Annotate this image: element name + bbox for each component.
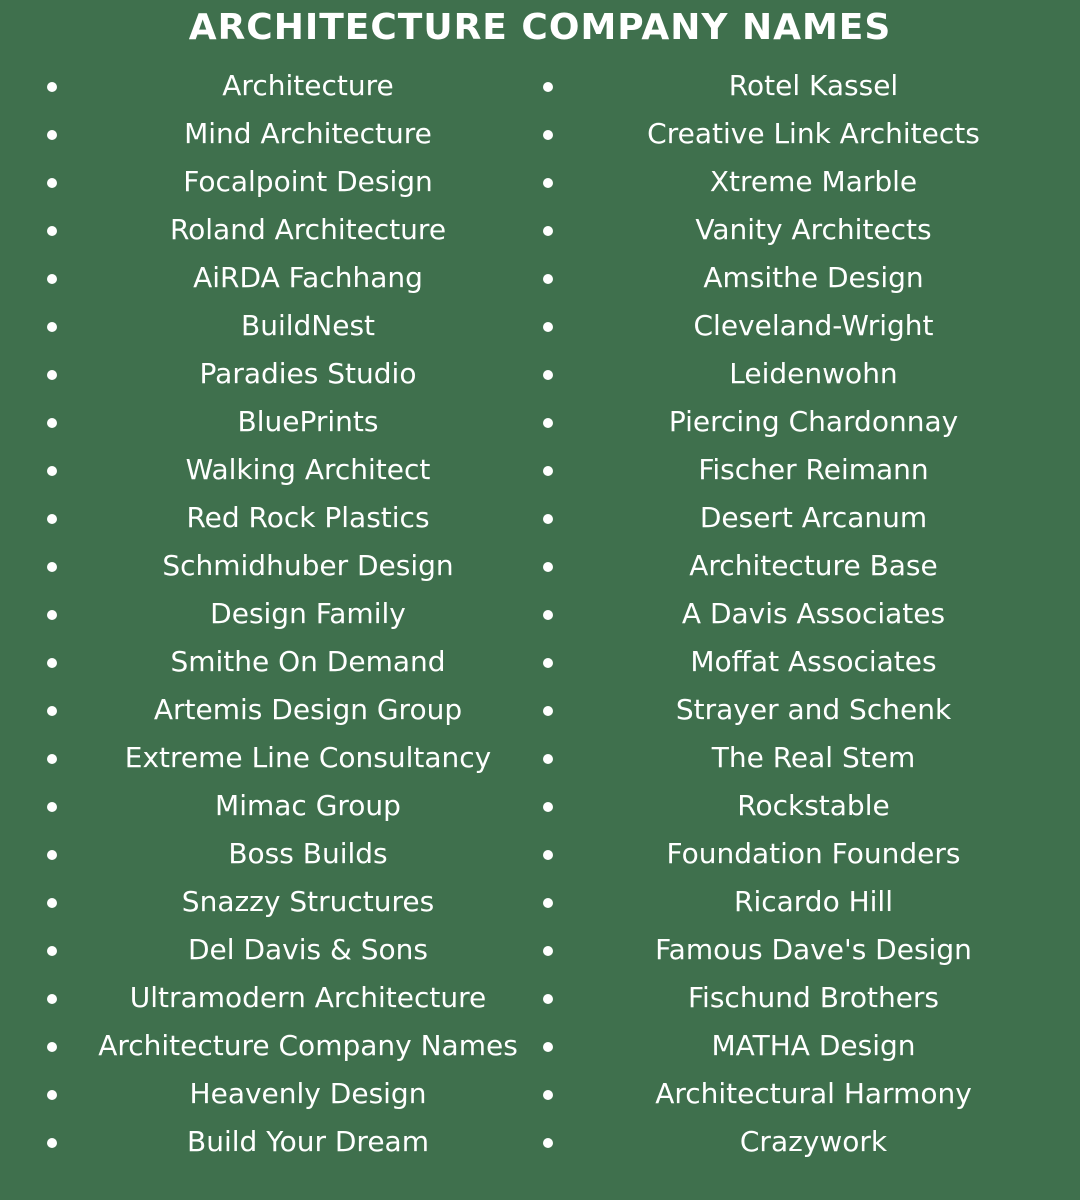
list-item: [0, 638, 540, 686]
company-name: Snazzy Structures: [181, 885, 435, 918]
company-name: Foundation Founders: [666, 837, 961, 870]
company-name: BluePrints: [237, 405, 379, 438]
company-name: Crazywork: [739, 1125, 888, 1158]
list-item: [540, 542, 1080, 590]
bullet-icon: [47, 322, 57, 332]
company-name: BuildNest: [240, 309, 376, 342]
company-name: Vanity Architects: [695, 213, 932, 246]
bullet-icon: [47, 610, 57, 620]
list-item: [540, 1118, 1080, 1166]
list-item: [540, 446, 1080, 494]
company-name: Paradies Studio: [199, 357, 417, 390]
list-item: [0, 734, 540, 782]
bullet-icon: [47, 706, 57, 716]
bullet-icon: [543, 514, 553, 524]
list-item: [540, 590, 1080, 638]
list-item: [540, 686, 1080, 734]
list-item: [540, 782, 1080, 830]
bullet-icon: [543, 1042, 553, 1052]
bullet-icon: [47, 1042, 57, 1052]
bullet-icon: [543, 130, 553, 140]
company-name: Famous Dave's Design: [655, 933, 972, 966]
list-item: [540, 1022, 1080, 1070]
company-name: Creative Link Architects: [647, 117, 980, 150]
page-title: ARCHITECTURE COMPANY NAMES: [188, 7, 892, 48]
list-item: [540, 158, 1080, 206]
list-item: [0, 302, 540, 350]
list-item: [0, 686, 540, 734]
list-item: [0, 878, 540, 926]
company-name: The Real Stem: [711, 741, 916, 774]
company-name: Heavenly Design: [189, 1077, 427, 1110]
bullet-icon: [47, 562, 57, 572]
list-item: [0, 974, 540, 1022]
bullet-icon: [543, 802, 553, 812]
bullet-icon: [543, 610, 553, 620]
bullet-icon: [543, 418, 553, 428]
list-item: [0, 1118, 540, 1166]
bullet-icon: [47, 946, 57, 956]
company-name: Rotel Kassel: [728, 69, 899, 102]
company-name: AiRDA Fachhang: [193, 261, 423, 294]
bullet-icon: [543, 1090, 553, 1100]
bullet-icon: [543, 178, 553, 188]
list-item: [0, 158, 540, 206]
company-name: Leidenwohn: [729, 357, 898, 390]
left-name-list: [0, 62, 540, 1166]
list-item: [0, 1022, 540, 1070]
list-item: [0, 926, 540, 974]
list-item: [0, 62, 540, 110]
company-name: Architecture Company Names: [98, 1029, 518, 1062]
bullet-icon: [47, 226, 57, 236]
bullet-icon: [47, 898, 57, 908]
company-name: Mimac Group: [215, 789, 401, 822]
bullet-icon: [543, 898, 553, 908]
company-name: Smithe On Demand: [170, 645, 446, 678]
bullet-icon: [543, 754, 553, 764]
bullet-icon: [47, 274, 57, 284]
bullet-icon: [543, 322, 553, 332]
bullet-icon: [543, 1138, 553, 1148]
company-name: Architecture: [222, 69, 394, 102]
bullet-icon: [47, 850, 57, 860]
bullet-icon: [47, 178, 57, 188]
company-name: Schmidhuber Design: [162, 549, 454, 582]
list-item: [540, 350, 1080, 398]
list-item: [0, 350, 540, 398]
list-item: [540, 878, 1080, 926]
company-name: Rockstable: [737, 789, 890, 822]
bullet-icon: [543, 658, 553, 668]
bullet-icon: [47, 658, 57, 668]
list-item: [0, 782, 540, 830]
bullet-icon: [543, 370, 553, 380]
bullet-icon: [543, 274, 553, 284]
list-item: [0, 1070, 540, 1118]
company-name: Mind Architecture: [184, 117, 432, 150]
list-item: [0, 254, 540, 302]
list-item: [540, 398, 1080, 446]
bullet-icon: [543, 850, 553, 860]
list-item: [0, 446, 540, 494]
list-item: [540, 494, 1080, 542]
list-item: [540, 734, 1080, 782]
company-name: Artemis Design Group: [153, 693, 463, 726]
company-name: Boss Builds: [228, 837, 388, 870]
bullet-icon: [47, 802, 57, 812]
bullet-icon: [543, 562, 553, 572]
list-item: [0, 206, 540, 254]
bullet-icon: [47, 994, 57, 1004]
list-item: [0, 110, 540, 158]
company-name: Red Rock Plastics: [186, 501, 430, 534]
company-name: Del Davis & Sons: [188, 933, 428, 966]
company-name: Roland Architecture: [169, 213, 447, 246]
bullet-icon: [543, 946, 553, 956]
company-name: Fischer Reimann: [698, 453, 929, 486]
company-name: Build Your Dream: [187, 1125, 429, 1158]
bullet-icon: [47, 754, 57, 764]
company-name: Walking Architect: [185, 453, 431, 486]
bullet-icon: [543, 226, 553, 236]
bullet-icon: [47, 82, 57, 92]
list-item: [540, 206, 1080, 254]
bullet-icon: [47, 1090, 57, 1100]
company-name: Desert Arcanum: [699, 501, 928, 534]
list-item: [0, 590, 540, 638]
bullet-icon: [543, 994, 553, 1004]
company-name: Cleveland-Wright: [693, 309, 934, 342]
list-item: [540, 638, 1080, 686]
company-name: Architectural Harmony: [655, 1077, 972, 1110]
bullet-icon: [47, 466, 57, 476]
bullet-icon: [47, 1138, 57, 1148]
list-item: [540, 302, 1080, 350]
company-name: Amsithe Design: [703, 261, 924, 294]
list-item: [540, 110, 1080, 158]
company-name: Fischund Brothers: [687, 981, 940, 1014]
bullet-icon: [47, 370, 57, 380]
bullet-icon: [543, 706, 553, 716]
bullet-icon: [47, 130, 57, 140]
company-name: Ricardo Hill: [733, 885, 893, 918]
company-name: Design Family: [210, 597, 406, 630]
list-item: [0, 830, 540, 878]
bullet-icon: [47, 418, 57, 428]
list-item: [540, 1070, 1080, 1118]
company-name: A Davis Associates: [681, 597, 946, 630]
company-name: Extreme Line Consultancy: [124, 741, 492, 774]
bullet-icon: [543, 466, 553, 476]
list-item: [540, 62, 1080, 110]
company-name: Moffat Associates: [690, 645, 937, 678]
list-item: [540, 974, 1080, 1022]
company-name: Focalpoint Design: [183, 165, 433, 198]
company-name: Xtreme Marble: [709, 165, 918, 198]
list-item: [0, 494, 540, 542]
company-name: Ultramodern Architecture: [129, 981, 487, 1014]
list-item: [0, 542, 540, 590]
company-name: Strayer and Schenk: [675, 693, 952, 726]
bullet-icon: [543, 82, 553, 92]
list-item: [540, 254, 1080, 302]
bullet-icon: [47, 514, 57, 524]
list-item: [540, 830, 1080, 878]
company-name: Architecture Base: [689, 549, 938, 582]
company-name: Piercing Chardonnay: [668, 405, 959, 438]
company-name: MATHA Design: [711, 1029, 916, 1062]
list-item: [0, 398, 540, 446]
list-item: [540, 926, 1080, 974]
right-name-list: [540, 62, 1080, 1166]
